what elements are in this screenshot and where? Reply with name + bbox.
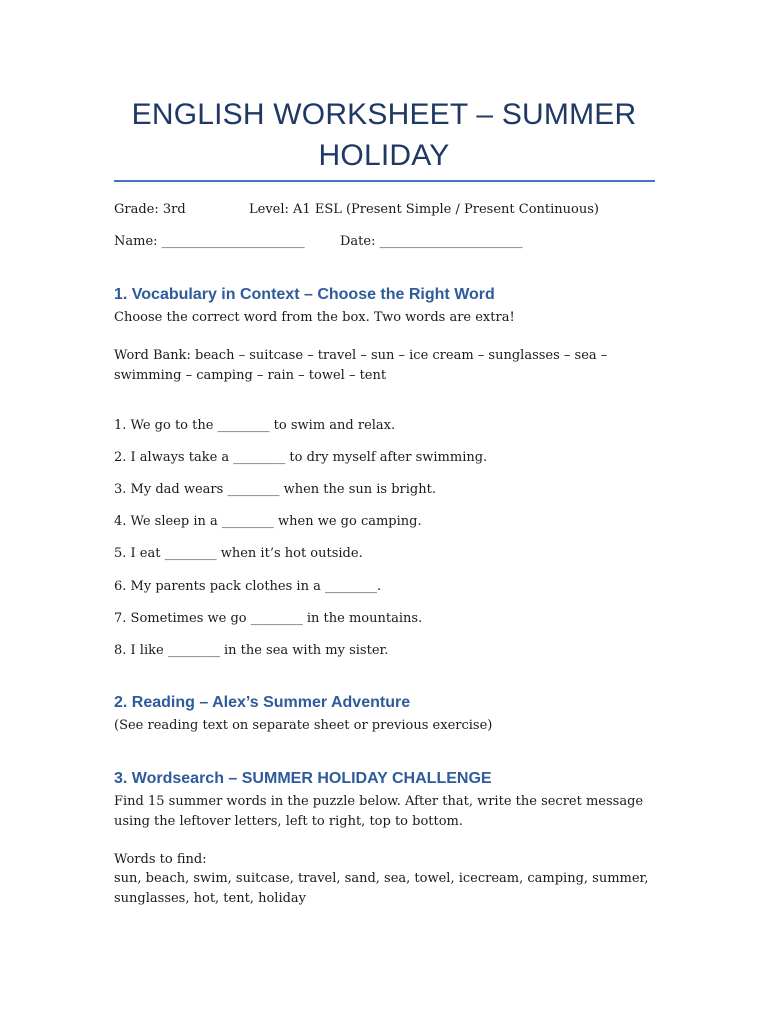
level-label: Level: A1 ESL (Present Simple / Present Continuous) bbox=[249, 202, 599, 217]
section1-instruction: Choose the correct word from the box. Two words are extra! bbox=[114, 310, 515, 325]
exercise-item: 3. My dad wears ________ when the sun is bright. bbox=[114, 482, 436, 497]
exercise-item: 5. I eat ________ when it’s hot outside. bbox=[114, 546, 363, 561]
title-divider bbox=[114, 180, 655, 182]
word-bank: Word Bank: beach – suitcase – travel – sun – ice cream – sunglasses – sea – swimming – camping – rain – towel – tent bbox=[114, 348, 608, 383]
section2-heading: 2. Reading – Alex’s Summer Adventure bbox=[114, 694, 411, 711]
exercise-item: 1. We go to the ________ to swim and relax. bbox=[114, 418, 396, 433]
exercise-item: 6. My parents pack clothes in a ________. bbox=[114, 579, 382, 594]
grade-label: Grade: 3rd bbox=[114, 202, 186, 217]
page-title: ENGLISH WORKSHEET – SUMMER HOLIDAY bbox=[131, 98, 637, 172]
section3-heading: 3. Wordsearch – SUMMER HOLIDAY CHALLENGE bbox=[114, 770, 492, 787]
words-to-find-list: sun, beach, swim, suitcase, travel, sand, sea, towel, icecream, camping, summer, sunglasses, hot, tent, holiday bbox=[114, 871, 649, 906]
words-to-find-label: Words to find: bbox=[114, 852, 207, 867]
name-field: Name: ______________________ bbox=[114, 234, 305, 249]
section1-heading: 1. Vocabulary in Context – Choose the Right Word bbox=[114, 286, 495, 303]
exercise-item: 2. I always take a ________ to dry myself after swimming. bbox=[114, 450, 488, 465]
date-field: Date: ______________________ bbox=[340, 234, 523, 249]
exercise-item: 4. We sleep in a ________ when we go camping. bbox=[114, 514, 422, 529]
exercise-item: 7. Sometimes we go ________ in the mountains. bbox=[114, 611, 423, 626]
section2-note: (See reading text on separate sheet or previous exercise) bbox=[114, 718, 493, 733]
section3-instruction: Find 15 summer words in the puzzle below. After that, write the secret message using the leftover letters, left to right, top to bottom. bbox=[114, 794, 644, 829]
exercise-item: 8. I like ________ in the sea with my sister. bbox=[114, 643, 389, 658]
